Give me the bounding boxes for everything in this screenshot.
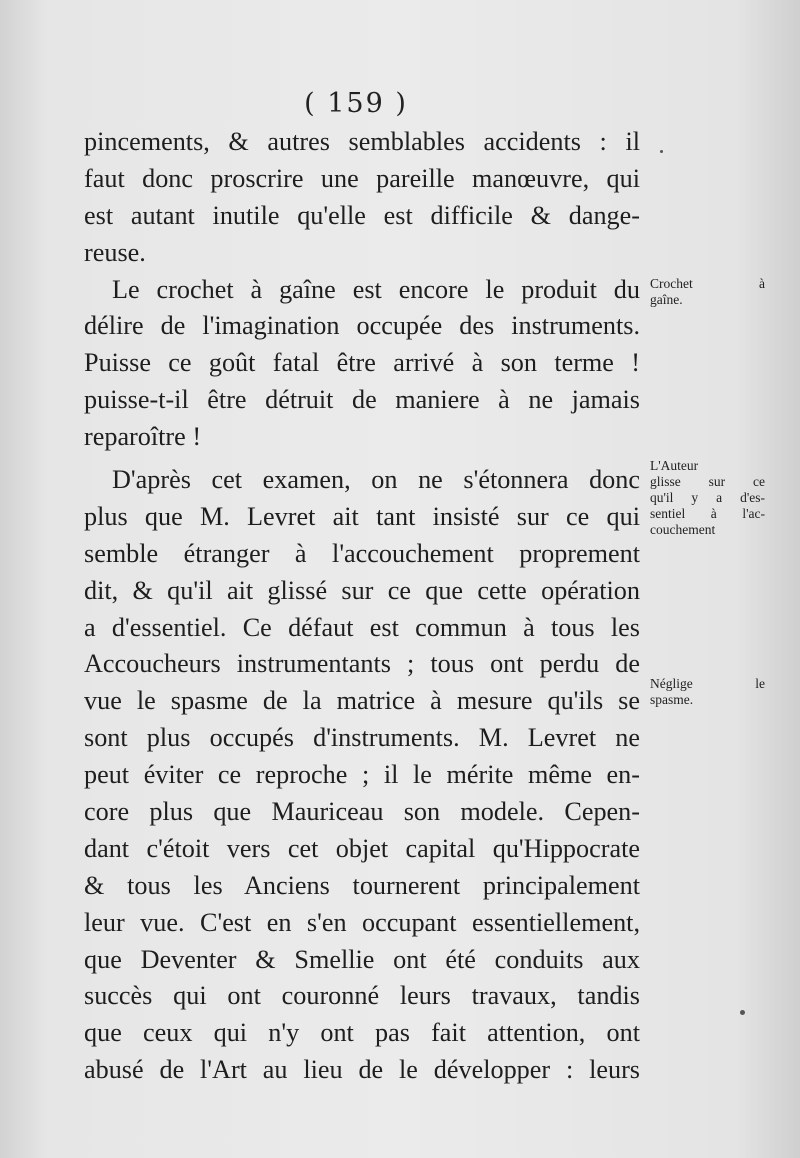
margin-note-auteur [650,458,765,538]
text-line: que ceux qui n'y ont pas fait attention, ont [84,1018,640,1048]
margin-note-line: sentiel à l'ac- [650,506,765,521]
text-line: a d'essentiel. Ce défaut est commun à tous les [84,612,640,642]
margin-note-line: L'Auteur [650,458,699,473]
text-line: reparoître ! [84,422,202,452]
text-line: que Deventer & Smellie ont été conduits aux [84,944,640,974]
text-line: leur vue. C'est en s'en occupant essentiellement, [84,907,640,937]
text-line: peut éviter ce reproche ; il le mérite même en- [84,760,640,790]
text-line: Puisse ce goût fatal être arrivé à son terme ! [84,348,640,378]
text-line: délire de l'imagination occupée des instruments. [84,311,640,341]
text-line: sont plus occupés d'instruments. M. Levret ne [84,723,640,753]
text-line: vue le spasme de la matrice à mesure qu'ils se [84,686,640,716]
margin-note-line: Néglige le [650,676,765,691]
text-line: & tous les Anciens tournerent principalement [84,870,640,900]
text-line: Le crochet à gaîne est encore le produit du [112,274,640,304]
margin-note-line: gaîne. [650,292,683,307]
text-line: est autant inutile qu'elle est difficile & dange- [84,200,640,230]
margin-note-spasme [650,676,765,708]
page-number: ( 159 ) [304,88,408,119]
text-line: plus que M. Levret ait tant insisté sur ce qui [84,501,640,531]
text-line: dit, & qu'il ait glissé sur ce que cette opération [84,575,640,605]
text-line: abusé de l'Art au lieu de le développer : leurs [84,1055,640,1085]
text-line: D'après cet examen, on ne s'étonnera donc [112,465,640,495]
text-line: faut donc proscrire une pareille manœuvre, qui [84,163,640,193]
ink-speck [660,150,663,153]
ink-speck [740,1010,745,1015]
margin-note-line: couchement [650,522,716,537]
margin-note-crochet [650,276,765,308]
margin-note-line: Crochet à [650,276,765,291]
text-line: succès qui ont couronné leurs travaux, tandis [84,981,640,1011]
text-line: reuse. [84,237,146,267]
margin-note-line: qu'il y a d'es- [650,490,765,505]
text-line: semble étranger à l'accouchement proprement [84,538,640,568]
text-line: Accoucheurs instrumentants ; tous ont perdu de [84,649,640,679]
margin-note-line: spasme. [650,692,694,707]
text-line: core plus que Mauriceau son modele. Cepen- [84,797,640,827]
text-line: pincements, & autres semblables accidents : il [84,127,640,156]
body-text [84,124,640,1089]
text-line: dant c'étoit vers cet objet capital qu'Hippocrate [84,833,640,863]
margin-note-line: glisse sur ce [650,474,765,489]
text-line: puisse-t-il être détruit de maniere à ne jamais [84,385,640,415]
